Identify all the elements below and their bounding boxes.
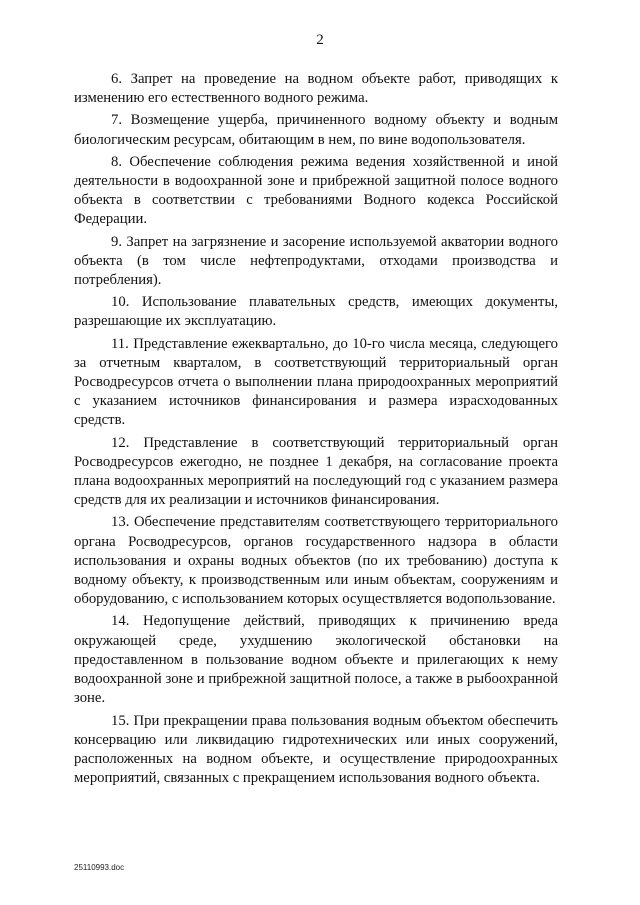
paragraph-number: 11.	[111, 335, 129, 352]
paragraph-number: 15.	[111, 712, 130, 729]
paragraph-8	[74, 153, 558, 230]
footer-filename: 25110993.doc	[74, 863, 125, 872]
paragraph-9	[74, 233, 558, 291]
paragraph-number: 13.	[111, 514, 130, 531]
paragraph-text: Представление ежеквартально, до 10-го числа месяца, следующего за отчетным кварталом, в соответствующий территориальный орган Росводресурсов отчета о выполнении плана природоохранных мероприятий с указанием источников финансирования и размера израсходованных средств.	[74, 335, 558, 429]
paragraph-10	[74, 293, 558, 331]
paragraph-text: Возмещение ущерба, причиненного водному объекту и водным биологическим ресурсам, обитающим в нем, по вине водопользователя.	[74, 112, 558, 148]
paragraph-13	[74, 513, 558, 609]
paragraph-15	[74, 712, 558, 789]
paragraph-7	[74, 111, 558, 149]
paragraph-number: 7.	[111, 112, 123, 129]
paragraph-12	[74, 434, 558, 511]
paragraph-14	[74, 612, 558, 708]
paragraph-number: 12.	[111, 434, 130, 451]
paragraph-text: Представление в соответствующий территориальный орган Росводресурсов ежегодно, не позднее 1 декабря, на согласование проекта плана водоохранных мероприятий на последующий год с указанием размера средств для их реализации и источников финансирования.	[74, 434, 558, 509]
paragraph-number: 10.	[111, 294, 130, 311]
document-body	[74, 70, 558, 791]
paragraph-6	[74, 70, 558, 108]
paragraph-number: 9.	[111, 233, 123, 250]
paragraph-text: При прекращении права пользования водным объектом обеспечить консервацию или ликвидацию гидротехнических или иных сооружений, расположенных на водном объекте, и осуществление природоохранных мероприятий, связанных с прекращением использования водного объекта.	[74, 712, 558, 787]
paragraph-number: 6.	[111, 71, 123, 87]
paragraph-number: 14.	[111, 613, 130, 630]
paragraph-number: 8.	[111, 153, 123, 170]
paragraph-text: Использование плавательных средств, имеющих документы, разрешающие их эксплуатацию.	[74, 294, 558, 330]
page-number: 2	[316, 32, 324, 48]
paragraph-text: Обеспечение соблюдения режима ведения хозяйственной и иной деятельности в водоохранной зоне и прибрежной защитной полосе водного объекта в соответствии с требованиями Водного кодекса Российской Федерации.	[74, 153, 559, 228]
paragraph-text: Запрет на загрязнение и засорение используемой акватории водного объекта (в том числе нефтепродуктами, отходами производства и потребления).	[74, 233, 558, 289]
paragraph-text: Запрет на проведение на водном объекте работ, приводящих к изменению его естественного водного режима.	[74, 71, 559, 107]
paragraph-text: Обеспечение представителям соответствующего территориального органа Росводресурсов, органов государственного надзора в области использования и охраны водных объектов (по их требованию) доступа к водному объекту, к производственным или иным объектам, сооружениям и оборудованию, с использованием которых осуществляется водопользование.	[74, 514, 558, 608]
paragraph-text: Недопущение действий, приводящих к причинению вреда окружающей среде, ухудшению экологической обстановки на предоставленном в пользование водном объекте и прилегающих к нему водоохранной зоне и прибрежной защитной полосе, а также в рыбоохранной зоне.	[74, 613, 559, 707]
paragraph-11	[74, 335, 558, 431]
